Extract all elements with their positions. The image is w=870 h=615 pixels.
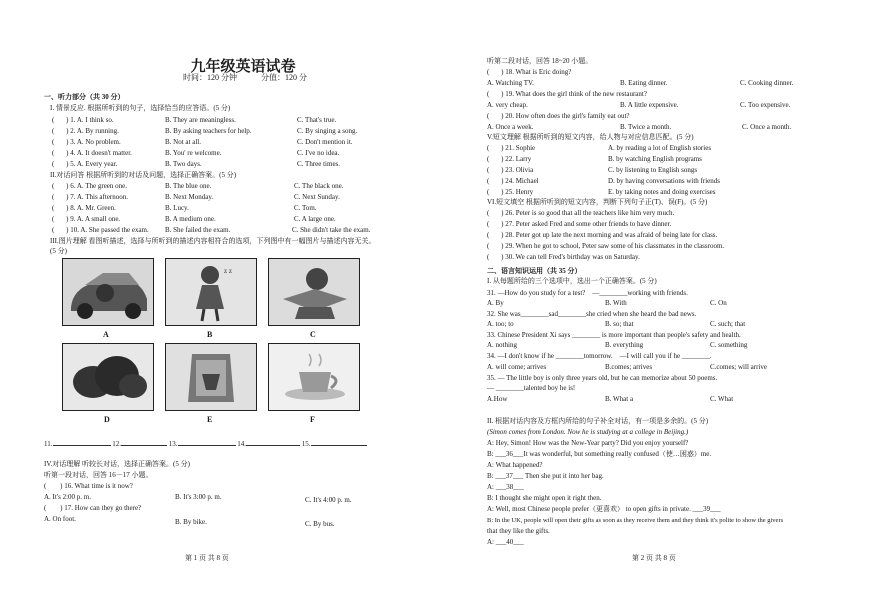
match-row: ( ) 22. Larry (487, 155, 532, 163)
part4-intro: 听第一段对话，回答 16－17 小题。 (44, 471, 153, 479)
q35-option-c: C. What (710, 395, 734, 403)
match-row: ( ) 23. Olivia (487, 166, 534, 174)
q31-option-b: B. With (605, 299, 627, 307)
dialogue-line: that they like the gifts. (487, 527, 550, 535)
q16-option-b: B. It's 3:00 p. m. (175, 493, 222, 501)
q18-option-a: A. Watching TV. (487, 79, 534, 87)
part6-title: VI.短文填空 根据所听到的短文内容，判断下列句子正(T)、误(F)。(5 分) (487, 198, 708, 206)
q31: 31. —How do you study for a test? —________working with friends. (487, 289, 688, 297)
q17-row: ( ) 17. How can they go there? (44, 504, 142, 512)
q34-option-b: B.comes; arrives (605, 363, 653, 371)
picture-label-a: A (103, 330, 109, 339)
question-row: ( ) 6. A. The green one. (52, 182, 128, 190)
match-option: E. by taking notes and doing exercises (608, 188, 716, 196)
option-c: C. Three times. (297, 160, 341, 168)
q18-option-c: C. Cooking dinner. (740, 79, 794, 87)
part4-title: IV.对话理解 听较长对话，选择正确答案。(5 分) (44, 460, 190, 468)
dialogue-line: B: ___37___ Then she put it into her bag. (487, 472, 604, 480)
tf-row: ( ) 30. We can tell Fred's birthday was on Saturday. (487, 253, 640, 261)
option-b: B. She failed the exam. (165, 226, 231, 234)
dialogue-line: B: In the UK, people will open their gifts as soon as they receive them and they think it's polite to show the givers (487, 517, 784, 524)
option-b: B. A medium one. (165, 215, 216, 223)
q17-option-c: C. By bus. (305, 520, 335, 528)
question-row: ( ) 4. A. It doesn't matter. (52, 149, 132, 157)
knowledge-part2-title: II. 根据对话内容及方框内所给的句子补全对话，有一项是多余的。(5 分) (487, 417, 709, 425)
option-b: B. They are meaningless. (165, 116, 236, 124)
q20-row: ( ) 20. How often does the girl's family eat out? (487, 112, 630, 120)
q16-option-a: A. It's 2:00 p. m. (44, 493, 91, 501)
picture-c-boy-reading (268, 258, 360, 326)
q33-option-b: B. everything (605, 341, 644, 349)
q32-option-b: B. so; that (605, 320, 634, 328)
listening-heading: 一、听力部分（共 30 分） (44, 93, 125, 101)
option-b: B. By asking teachers for help. (165, 127, 252, 135)
tf-row: ( ) 27. Peter asked Fred and some other friends to have dinner. (487, 220, 672, 228)
q35: 35. — The little boy is only three years old, but he can memorize about 50 poems. (487, 374, 718, 382)
question-row: ( ) 10. A. She passed the exam. (52, 226, 149, 234)
q32-option-c: C. such; that (710, 320, 746, 328)
question-row: ( ) 3. A. No problem. (52, 138, 121, 146)
option-c: C. Next Sunday. (294, 193, 340, 201)
q19-option-a: A. very cheap. (487, 101, 528, 109)
picture-d-cloud (62, 343, 154, 411)
match-option: C. by listening to English songs (608, 166, 698, 174)
q32-option-a: A. too; to (487, 320, 514, 328)
answer-blank[interactable] (311, 445, 367, 446)
tf-row: ( ) 26. Peter is so good that all the teachers like him very much. (487, 209, 675, 217)
footer-right: 第 2 页 共 8 页 (632, 554, 676, 562)
question-row: ( ) 9. A. A small one. (52, 215, 121, 223)
match-option: B. by watching English programs (608, 155, 702, 163)
dialogue-line: A: What happened? (487, 461, 543, 469)
picture-e-jar (165, 343, 257, 411)
match-option: A. by reading a lot of English stories (608, 144, 712, 152)
picture-label-c: C (310, 330, 316, 339)
q35-line2: — ________talented boy he is! (487, 384, 576, 392)
option-b: B. Two days. (165, 160, 202, 168)
picture-label-f: F (310, 415, 315, 424)
q33-option-c: C. something (710, 341, 748, 349)
picture-label-e: E (207, 415, 213, 424)
option-c: C. I've no idea. (297, 149, 340, 157)
option-c: C. The black one. (294, 182, 344, 190)
dialogue-context: (Simon comes from London. Now he is studying at a college in Beijing.) (487, 428, 689, 436)
q16-row: ( ) 16. What time is it now? (44, 482, 133, 490)
option-b: B. You' re welcome. (165, 149, 222, 157)
dialogue-line: A: ___38___ (487, 483, 524, 491)
picture-label-b: B (207, 330, 213, 339)
q16-option-c: C. It's 4:00 p. m. (305, 496, 352, 504)
picture-label-d: D (104, 415, 110, 424)
question-row: ( ) 5. A. Every year. (52, 160, 118, 168)
option-c: C. A large one. (294, 215, 336, 223)
part3-score: (5 分) (50, 247, 67, 255)
dialogue-line: A: Well, most Chinese people prefer（更喜欢） to open gifts in private. ___39___ (487, 505, 721, 513)
exam-score: 分值：120 分 (261, 73, 307, 82)
match-row: ( ) 24. Michael (487, 177, 539, 185)
option-b: B. Not at all. (165, 138, 201, 146)
dialogue-line: B: ___36___It was wonderful, but something really confused（使…困惑）me. (487, 450, 712, 458)
answer-blanks: 11. 12. 13. 14. 15. (44, 440, 367, 449)
exam-time: 时间：120 分钟 (183, 73, 237, 82)
q32: 32. She was________sad________she cried when she heard the bad news. (487, 310, 697, 318)
svg-text:z z: z z (224, 267, 232, 275)
q33: 33. Chinese President Xi says ________ is more important than people's safety and health. (487, 331, 741, 339)
option-b: B. Next Monday. (165, 193, 214, 201)
answer-blank[interactable] (53, 445, 111, 446)
q19-option-c: C. Too expensive. (740, 101, 791, 109)
q18-row: ( ) 18. What is Eric doing? (487, 68, 572, 76)
picture-a-car (62, 258, 154, 326)
dialogue-line: B: I thought she might open it right then. (487, 494, 602, 502)
answer-blank[interactable] (178, 445, 236, 446)
match-row: ( ) 21. Sophie (487, 144, 536, 152)
q31-option-c: C. On (710, 299, 727, 307)
q20-option-a: A. Once a week. (487, 123, 534, 131)
q20-option-c: C. Once a month. (742, 123, 792, 131)
q20-option-b: B. Twice a month. (620, 123, 672, 131)
intro2: 听第二段对话，回答 18~20 小题。 (487, 57, 593, 65)
tf-row: ( ) 28. Peter got up late the next morning and was afraid of being late for class. (487, 231, 718, 239)
option-b: B. Lucy. (165, 204, 189, 212)
question-row: ( ) 2. A. By running. (52, 127, 119, 135)
option-c: C. That's true. (297, 116, 337, 124)
part1-title: I. 情景反应. 根据所听到的句子，选择恰当的应答语。(5 分) (50, 104, 231, 112)
match-row: ( ) 25. Henry (487, 188, 534, 196)
option-b: B. The blue one. (165, 182, 212, 190)
tf-row: ( ) 29. When he got to school, Peter saw some of his classmates in the classroom. (487, 242, 725, 250)
q17-option-b: B. By bike. (175, 518, 207, 526)
answer-blank[interactable] (121, 445, 167, 446)
exam-subtitle (160, 72, 330, 83)
dialogue-line: A: ___40___ (487, 538, 524, 546)
dialogue-line: A: Hey, Simon! How was the New-Year party? Did you enjoy yourself? (487, 439, 689, 447)
picture-f-cup (268, 343, 360, 411)
q19-row: ( ) 19. What does the girl think of the new restaurant? (487, 90, 647, 98)
q17-option-a: A. On foot. (44, 515, 76, 523)
option-c: C. Tom. (294, 204, 317, 212)
part5-title: V.短文理解 根据所听到的短文内容，给人物与对应信息匹配。(5 分) (487, 133, 694, 141)
part3-title: III.图片理解 看图听描述，选择与所听到的描述内容相符合的选项，下列图中有一幅图片与描述内容无关。 (50, 237, 376, 245)
knowledge-part1-title: I. 从每题所给的三个选项中，选出一个正确答案。(5 分) (487, 277, 657, 285)
q18-option-b: B. Eating dinner. (620, 79, 668, 87)
q35-option-a: A.How (487, 395, 508, 403)
question-row: ( ) 8. A. Mr. Green. (52, 204, 116, 212)
q34-option-c: C.comes; will arrive (710, 363, 767, 371)
footer-left: 第 1 页 共 8 页 (185, 554, 229, 562)
q33-option-a: A. nothing (487, 341, 517, 349)
picture-b-girl (165, 258, 257, 326)
q34-option-a: A. will come; arrives (487, 363, 547, 371)
q31-option-a: A. By (487, 299, 504, 307)
question-row: ( ) 1. A. I think so. (52, 116, 114, 124)
q35-option-b: B. What a (605, 395, 634, 403)
question-row: ( ) 7. A. This afternoon. (52, 193, 129, 201)
knowledge-heading: 二、语言知识运用（共 35 分） (487, 267, 582, 275)
option-c: C. Don't mention it. (297, 138, 353, 146)
q19-option-b: B. A little expensive. (620, 101, 679, 109)
option-c: C. By singing a song. (297, 127, 358, 135)
exam-title: 九年级英语试卷 (190, 57, 296, 75)
answer-blank[interactable] (246, 445, 300, 446)
page-right (470, 0, 870, 615)
option-c: C. She didn't take the exam. (292, 226, 371, 234)
match-option: D. by having conversations with friends (608, 177, 720, 185)
part2-title: II.对话问答 根据所听到的对话及问题，选择正确答案。(5 分) (50, 171, 237, 179)
q34: 34. —I don't know if he ________tomorrow. —I will call you if he ________. (487, 352, 712, 360)
